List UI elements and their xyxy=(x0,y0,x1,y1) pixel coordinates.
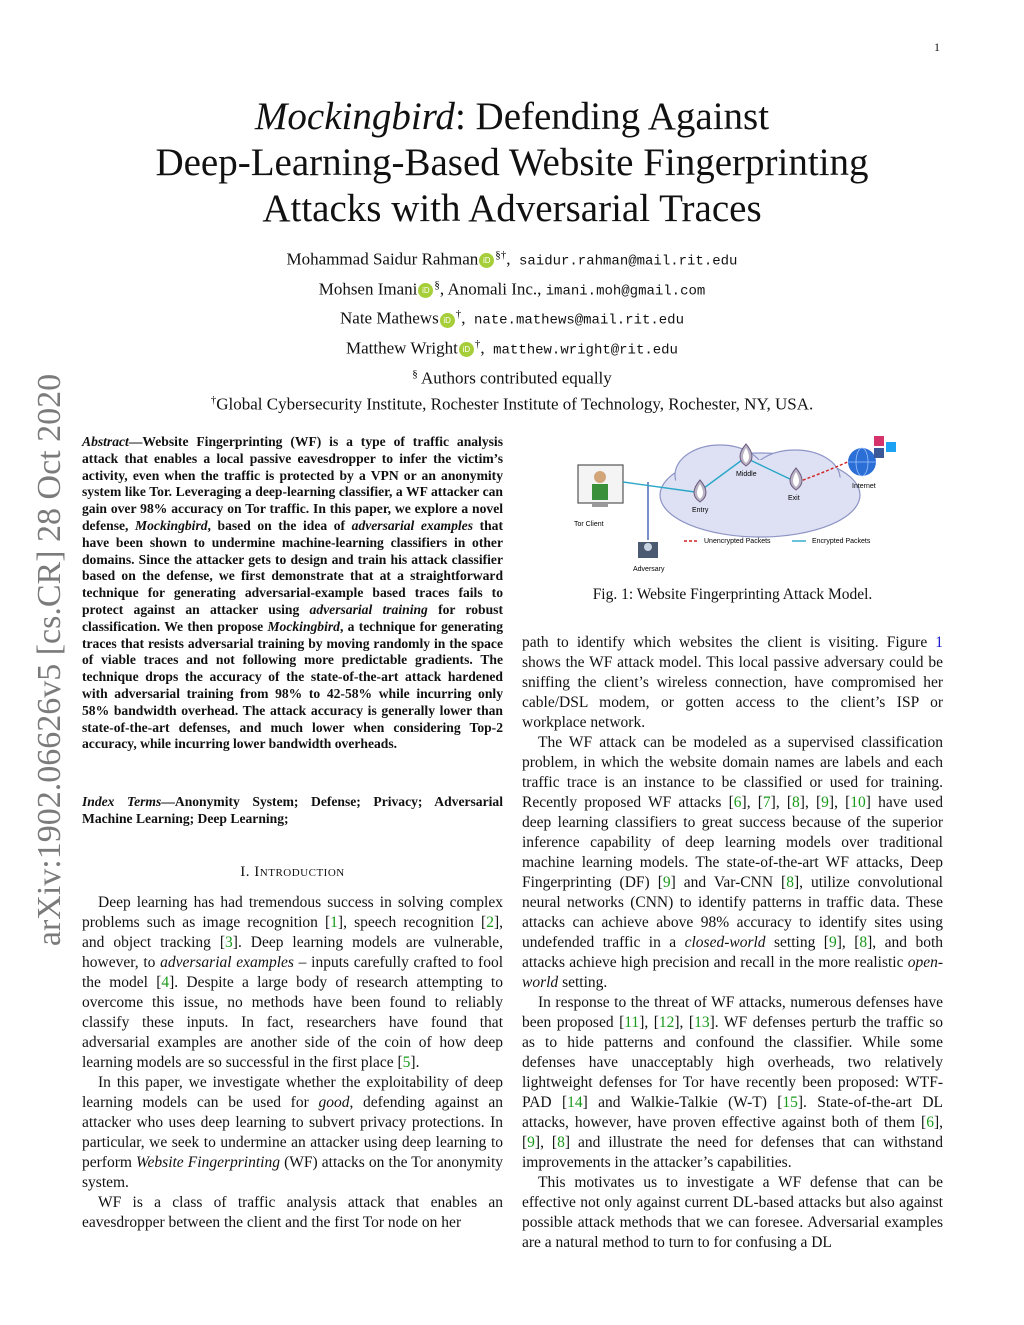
arxiv-stamp: arXiv:1902.06626v5 [cs.CR] 28 Oct 2020 xyxy=(31,373,68,947)
author-marks: §† xyxy=(495,249,507,261)
title-line1: : Defending Against xyxy=(454,95,770,138)
author-line: Mohammad Saidur Rahman iD §†, saidur.rahman@mail.rit.edu xyxy=(286,249,738,270)
citation-link[interactable]: 8 xyxy=(557,1134,565,1151)
institute-text: Global Cybersecurity Institute, Rochester Institute of Technology, Rochester, NY, USA. xyxy=(216,394,814,414)
paragraph: WF is a class of traffic analysis attack that enables an eavesdropper between the client and the first Tor node on her xyxy=(82,1194,503,1231)
citation-link[interactable]: 8 xyxy=(859,934,868,951)
citation-link[interactable]: 12 xyxy=(658,1014,675,1031)
citation-link[interactable]: 9 xyxy=(527,1134,535,1151)
citation-link[interactable]: 14 xyxy=(567,1094,583,1111)
section-heading xyxy=(82,864,503,881)
citation-link[interactable]: 6 xyxy=(926,1114,934,1131)
author-email[interactable]: saidur.rahman@mail.rit.edu xyxy=(519,253,738,270)
abstract-text: that have been shown to undermine machine-learning classifiers in other domains. Since the attacker gets to design and train his attack classifier based on the defense, we first demonstrate that at a straightforward technique for generating adversarial-example based traces fails to protect against an attacker using xyxy=(82,517,503,617)
citation-link[interactable]: 9 xyxy=(821,794,829,811)
citation-link[interactable]: 11 xyxy=(624,1014,640,1031)
abstract-text: —Website Fingerprinting (WF) is a type of traffic analysis attack that enables a local passive eavesdropper to infer the victim’s activity, even when the traffic is protected by a VPN or an anonymity system like Tor. Leveraging a deep-learning classifier, a WF attacker can gain over 98% accuracy on Tor traffic. In this paper, we explore a novel defense, xyxy=(82,434,503,533)
author-line: Matthew Wright iD †, matthew.wright@rit.edu xyxy=(346,337,678,359)
footnote-mark: † xyxy=(210,394,217,407)
author-name: Mohammad Saidur Rahman xyxy=(286,249,479,269)
attack-model-figure xyxy=(570,430,910,580)
citation-link[interactable]: 8 xyxy=(792,794,800,811)
citation-link[interactable]: 9 xyxy=(828,934,837,951)
tor-client-icon xyxy=(578,465,623,507)
internet-label: Internet xyxy=(852,483,876,490)
paragraph: The WF attack can be modeled as a supervised classification problem, in which the website domain names are labels and each traffic trace is an instance to be classified or used for training. Recently proposed WF attacks [6], [7], [8], [9], [10] have used deep learning classifiers to great success because of the superior inference capability of deep learning models over traditional machine learning models. The state-of-the-art WF attacks, Deep Fingerprinting (DF) [9] and Var-CNN [8], utilize convolutional neural networks (CNN) to identify patterns in traffic data. These attacks can achieve above 98% accuracy to identify sites using undefended traffic in a closed-world setting [9], [8], and both attacks achieve high precision and recall in the more realistic open-world setting. xyxy=(522,734,943,991)
citation-link[interactable]: 2 xyxy=(486,914,494,931)
abstract-emphasis: adversarial training xyxy=(309,601,428,617)
legend-encrypted-label: Encrypted Packets xyxy=(812,538,871,545)
abstract-emphasis: Mockingbird xyxy=(267,618,340,634)
author-name: Matthew Wright xyxy=(346,338,458,358)
figure-caption: Fig. 1: Website Fingerprinting Attack Model. xyxy=(592,586,873,603)
author-email[interactable]: matthew.wright@rit.edu xyxy=(493,342,678,359)
author-line: Nate Mathews iD †, nate.mathews@mail.rit.edu xyxy=(340,308,684,329)
paragraph: In this paper, we investigate whether the exploitability of deep learning models can be used for good, defending against an attacker who uses deep learning to subvert privacy protections. In particular, we seek to undermine an attacker using deep learning to perform Website Fingerprinting (WF) attacks on the Tor anonymity system. xyxy=(82,1074,504,1191)
orcid-icon[interactable]: iD xyxy=(418,283,433,298)
orcid-icon[interactable]: iD xyxy=(459,342,474,357)
citation-link[interactable]: 6 xyxy=(733,794,742,811)
left-column-body xyxy=(82,893,503,1233)
author-name: Nate Mathews xyxy=(340,308,439,328)
citation-link[interactable]: 10 xyxy=(850,794,866,811)
citation-link[interactable]: 7 xyxy=(762,794,771,811)
equal-contribution-note xyxy=(100,363,924,390)
orcid-icon[interactable]: iD xyxy=(440,313,455,328)
orcid-icon[interactable]: iD xyxy=(479,253,494,268)
internet-globe-icon xyxy=(848,448,876,476)
citation-link[interactable]: 1 xyxy=(330,914,338,931)
footnote-text: Authors contributed equally xyxy=(417,368,612,388)
author-email[interactable]: nate.mathews@mail.rit.edu xyxy=(473,312,684,329)
abstract-text: for robust classification. We then propose xyxy=(82,601,503,634)
abstract xyxy=(82,434,503,753)
section-title: Introduction xyxy=(254,864,345,880)
paragraph: In response to the threat of WF attacks, numerous defenses have been proposed [11], [12], [13]. WF defenses perturb the traffic so as to hide patterns and confound the classifier. While some defenses have unacceptably high overheads, two relatively lightweight defenses for Tor have recently been proposed: WTF-PAD [14] and Walkie-Talkie (W-T) [15]. State-of-the-art DL attacks, however, have proven effective against both of them [6], [9], [8] and illustrate the need for defenses that can withstand improvements in the attacker’s capabilities. xyxy=(522,994,944,1171)
abstract-emphasis: adversarial examples xyxy=(351,517,473,533)
adversary-icon xyxy=(638,542,658,558)
website-icons xyxy=(874,436,896,458)
title-italic: Mockingbird xyxy=(254,95,455,138)
legend-unencrypted-label: Unencrypted Packets xyxy=(704,538,771,545)
figure-link[interactable]: 1 xyxy=(935,634,943,651)
citation-link[interactable]: 9 xyxy=(662,874,671,891)
title-line3: Attacks with Adversarial Traces xyxy=(262,187,762,230)
abstract-label: Abstract xyxy=(82,434,129,449)
author-affiliation: , Anomali Inc., xyxy=(439,279,546,299)
citation-link[interactable]: 3 xyxy=(225,934,233,951)
author-email[interactable]: imani.moh@gmail.com xyxy=(545,283,706,300)
index-terms xyxy=(82,794,503,828)
institute-line xyxy=(100,389,924,416)
adversary-label: Adversary xyxy=(633,566,665,573)
exit-label: Exit xyxy=(788,495,800,502)
title-line2: Deep-Learning-Based Website Fingerprinting xyxy=(155,141,869,184)
section-number: I. xyxy=(240,864,251,880)
paragraph: Deep learning has had tremendous success in solving complex problems such as image recognition [1], speech recognition [2], and object tracking [3]. Deep learning models are vulnerable, however, to adversarial examples – inputs carefully crafted to fool the model [4]. Despite a large body of research attempting to overcome this issue, no methods have been found to reliably classify these inputs. In fact, researchers have found that adversarial examples are another side of the coin of how deep learning models are so successful in the first place [5]. xyxy=(82,894,504,1071)
author-line xyxy=(100,274,924,304)
paragraph: This motivates us to investigate a WF defense that can be effective not only against current DL-based attacks but also against possible attack methods that we can foresee. Adversarial examples are a natural method to turn to for confusing a DL xyxy=(522,1174,943,1251)
tor-client-label: Tor Client xyxy=(574,521,604,528)
author-marks: † xyxy=(455,308,462,321)
middle-label: Middle xyxy=(736,471,757,478)
author-name: Mohsen Imani xyxy=(318,279,418,299)
entry-label: Entry xyxy=(692,507,709,514)
abstract-text: , based on the idea of xyxy=(207,517,352,533)
paper-title xyxy=(100,94,924,232)
citation-link[interactable]: 15 xyxy=(782,1094,798,1111)
abstract-emphasis: Mockingbird xyxy=(135,517,208,533)
paragraph: path to identify which websites the client is visiting. Figure 1 shows the WF attack model. This local passive adversary could be sniffing the client’s wireless connection, have compromised her cable/DSL modem, or gotten access to the client’s ISP or workplace network. xyxy=(522,634,943,731)
footnote-mark: § xyxy=(412,367,418,380)
middle-node-icon xyxy=(740,444,752,466)
author-marks: § xyxy=(434,278,440,291)
author-block xyxy=(100,244,924,416)
citation-link[interactable]: 13 xyxy=(694,1014,710,1031)
author-marks: † xyxy=(474,337,481,350)
citation-link[interactable]: 5 xyxy=(402,1054,411,1071)
page-number: 1 xyxy=(934,40,940,54)
index-terms-label: Index Terms xyxy=(82,794,162,809)
citation-link[interactable]: 4 xyxy=(161,974,170,991)
abstract-text: , a technique for generating traces that resists adversarial training by moving randomly in the space of viable traces and not following more predictable gradients. The technique drops the accuracy of the state-of-the-art attack hardened with adversarial training from 98% to 42-58% while incurring only 58% bandwidth overhead. The attack accuracy is generally lower than state-of-the-art defenses, and much lower when considering Top-2 accuracy, while incurring lower bandwidth overheads. xyxy=(82,618,503,752)
right-column-body xyxy=(522,633,943,1253)
citation-link[interactable]: 8 xyxy=(786,874,794,891)
index-terms-text: —Anonymity System; Defense; Privacy; Adversarial Machine Learning; Deep Learning; xyxy=(82,794,503,826)
